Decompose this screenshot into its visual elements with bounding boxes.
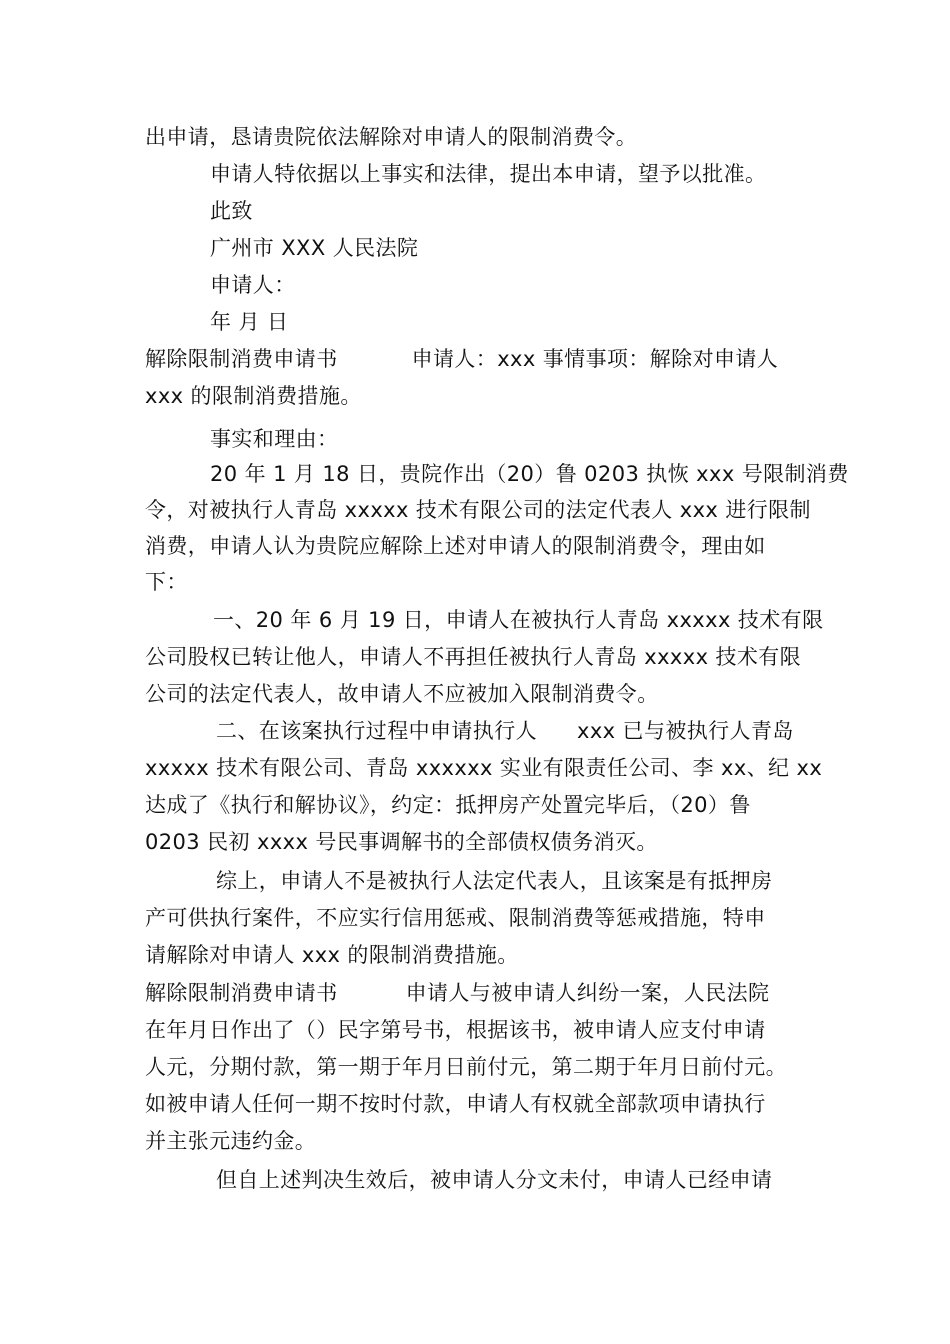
text-fragment: 申请人与被申请人纠纷一案，人民法院 [405,981,770,1005]
text-line: 并主张元违约金。 [145,1129,317,1153]
section-heading: 解除限制消费申请书 [145,347,338,371]
text-line: 事实和理由： [210,427,339,451]
text-line: 下： [145,570,188,594]
text-line: 但自上述判决生效后，被申请人分文未付，申请人已经申请 [216,1168,773,1192]
text-fragment: 二、在该案执行过程中申请执行人 [216,719,537,743]
text-line: xxxxx 技术有限公司、青岛 xxxxxx 实业有限责任公司、李 xx、纪 xx [145,756,823,780]
text-line: 申请人： [210,273,296,297]
text-line: 出申请，恳请贵院依法解除对申请人的限制消费令。 [145,125,638,149]
text-line: 请解除对申请人 xxx 的限制消费措施。 [145,943,519,967]
text-line: 年 月 日 [210,310,289,334]
text-line: 人元，分期付款，第一期于年月日前付元，第二期于年月日前付元。 [145,1055,787,1079]
text-line: 消费，申请人认为贵院应解除上述对申请人的限制消费令，理由如 [145,534,766,558]
text-line: 此致 [210,199,253,223]
split-line [216,716,794,746]
text-line: 广州市 XXX 人民法院 [210,236,419,260]
text-line: 申请人特依据以上事实和法律，提出本申请，望予以批准。 [210,162,767,186]
text-line: 0203 民初 xxxx 号民事调解书的全部债权债务消灭。 [145,830,658,854]
text-line: 公司股权已转让他人，申请人不再担任被执行人青岛 xxxxx 技术有限 [145,645,802,669]
text-fragment: xxx 已与被执行人青岛 [577,719,794,743]
heading-line [145,978,769,1008]
section-heading: 解除限制消费申请书 [145,981,338,1005]
text-fragment: 申请人：xxx 事情事项：解除对申请人 [411,347,779,371]
heading-line [145,344,778,374]
text-line: 如被申请人任何一期不按时付款，申请人有权就全部款项申请执行 [145,1092,766,1116]
text-line: 达成了《执行和解协议》，约定：抵押房产处置完毕后，（20）鲁 [145,793,751,817]
text-line: 综上，申请人不是被执行人法定代表人，且该案是有抵押房 [216,869,773,893]
text-line: 令，对被执行人青岛 xxxxx 技术有限公司的法定代表人 xxx 进行限制 [145,498,811,522]
text-line: 公司的法定代表人，故申请人不应被加入限制消费令。 [145,682,659,706]
text-line: 在年月日作出了（）民字第号书，根据该书，被申请人应支付申请 [145,1018,766,1042]
text-line: 20 年 1 月 18 日，贵院作出（20）鲁 0203 执恢 xxx 号限制消费 [210,462,849,486]
text-line: xxx 的限制消费措施。 [145,384,362,408]
text-line: 一、20 年 6 月 19 日，申请人在被执行人青岛 xxxxx 技术有限 [213,608,824,632]
text-line: 产可供执行案件，不应实行信用惩戒、限制消费等惩戒措施，特申 [145,906,766,930]
